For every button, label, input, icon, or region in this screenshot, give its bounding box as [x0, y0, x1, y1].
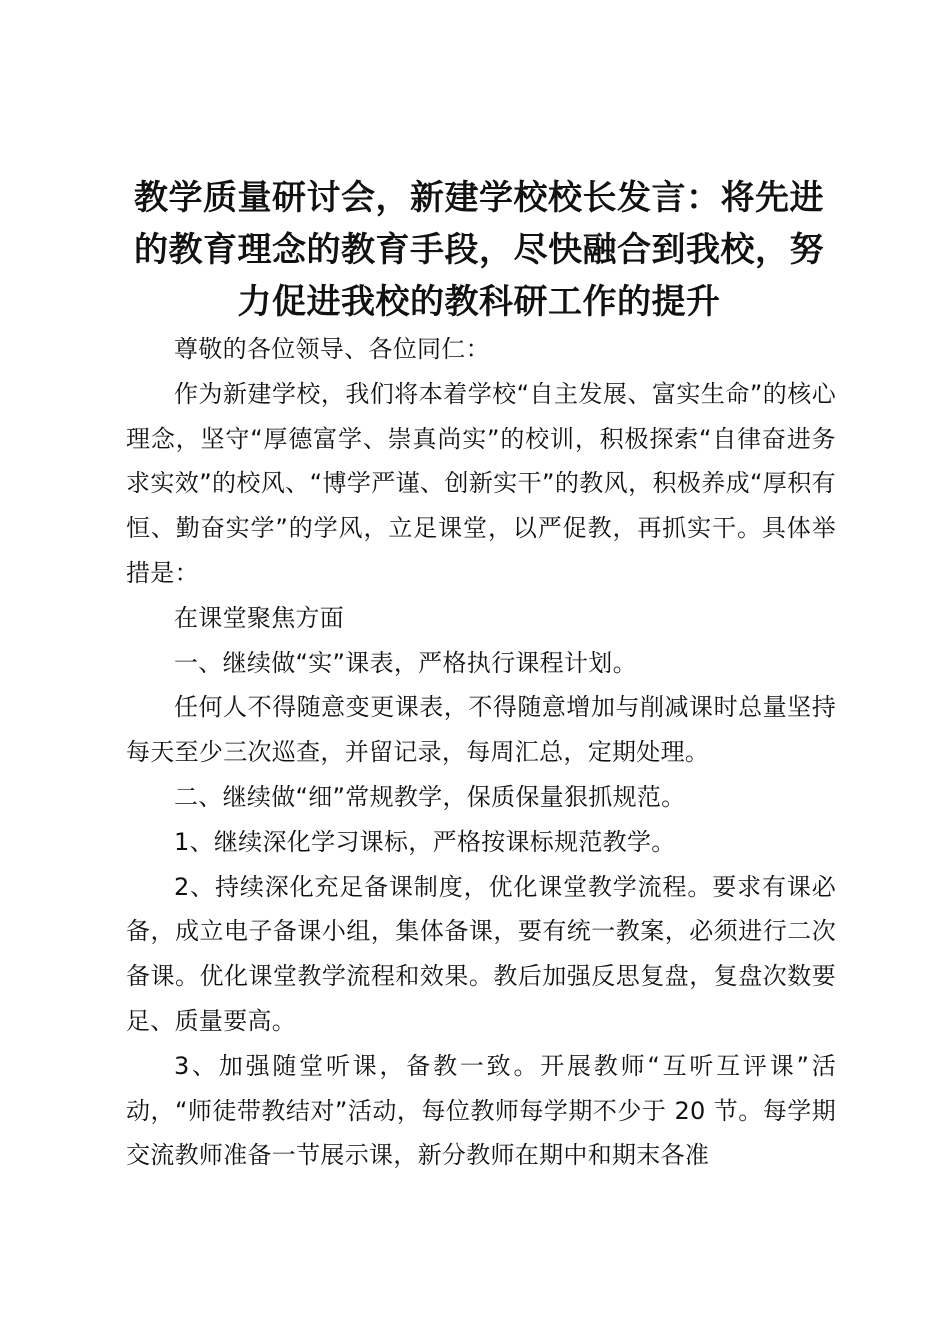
subitem-2-paragraph: 2、持续深化充足备课制度，优化课堂教学流程。要求有课必备，成立电子备课小组，集体备课，要有统一教案，必须进行二次备课。优化课堂教学流程和效果。教后加强反思复盘，复盘次数要足、质量要高。 — [126, 872, 836, 1035]
item-1-paragraph: 任何人不得随意变更课表，不得随意增加与削减课时总量坚持每天至少三次巡查，并留记录，每周汇总，定期处理。 — [126, 693, 836, 767]
document-title: 教学质量研讨会，新建学校校长发言：将先进的教育理念的教育手段，尽快融合到我校，努力促进我校的教科研工作的提升 — [134, 178, 824, 322]
salutation-paragraph: 尊敬的各位领导、各位同仁： — [174, 335, 490, 363]
subitem-1-paragraph: 1、继续深化学习课标，严格按课标规范教学。 — [174, 827, 676, 856]
item-heading-1: 一、继续做“实”课表，严格执行课程计划。 — [174, 648, 637, 677]
section-heading-classroom-focus: 在课堂聚焦方面 — [174, 603, 345, 632]
subitem-3-paragraph: 3、加强随堂听课，备教一致。开展教师“互听互评课”活动，“师徒带教结对”活动，每位教师每学期不少于 20 节。每学期交流教师准备一节展示课，新分教师在期中和期末各准 — [126, 1051, 836, 1170]
document-body — [126, 327, 836, 1178]
intro-paragraph: 作为新建学校，我们将本着学校“自主发展、富实生命”的核心理念，坚守“厚德富学、崇真尚实”的校训，积极探索“自律奋进务求实效”的校风、“博学严谨、创新实干”的教风，积极养成“厚积有恒、勤奋实学”的学风，立足课堂，以严促教，再抓实干。具体举措是： — [126, 379, 836, 587]
item-heading-2: 二、继续做“细”常规教学，保质保量狠抓规范。 — [174, 782, 686, 811]
